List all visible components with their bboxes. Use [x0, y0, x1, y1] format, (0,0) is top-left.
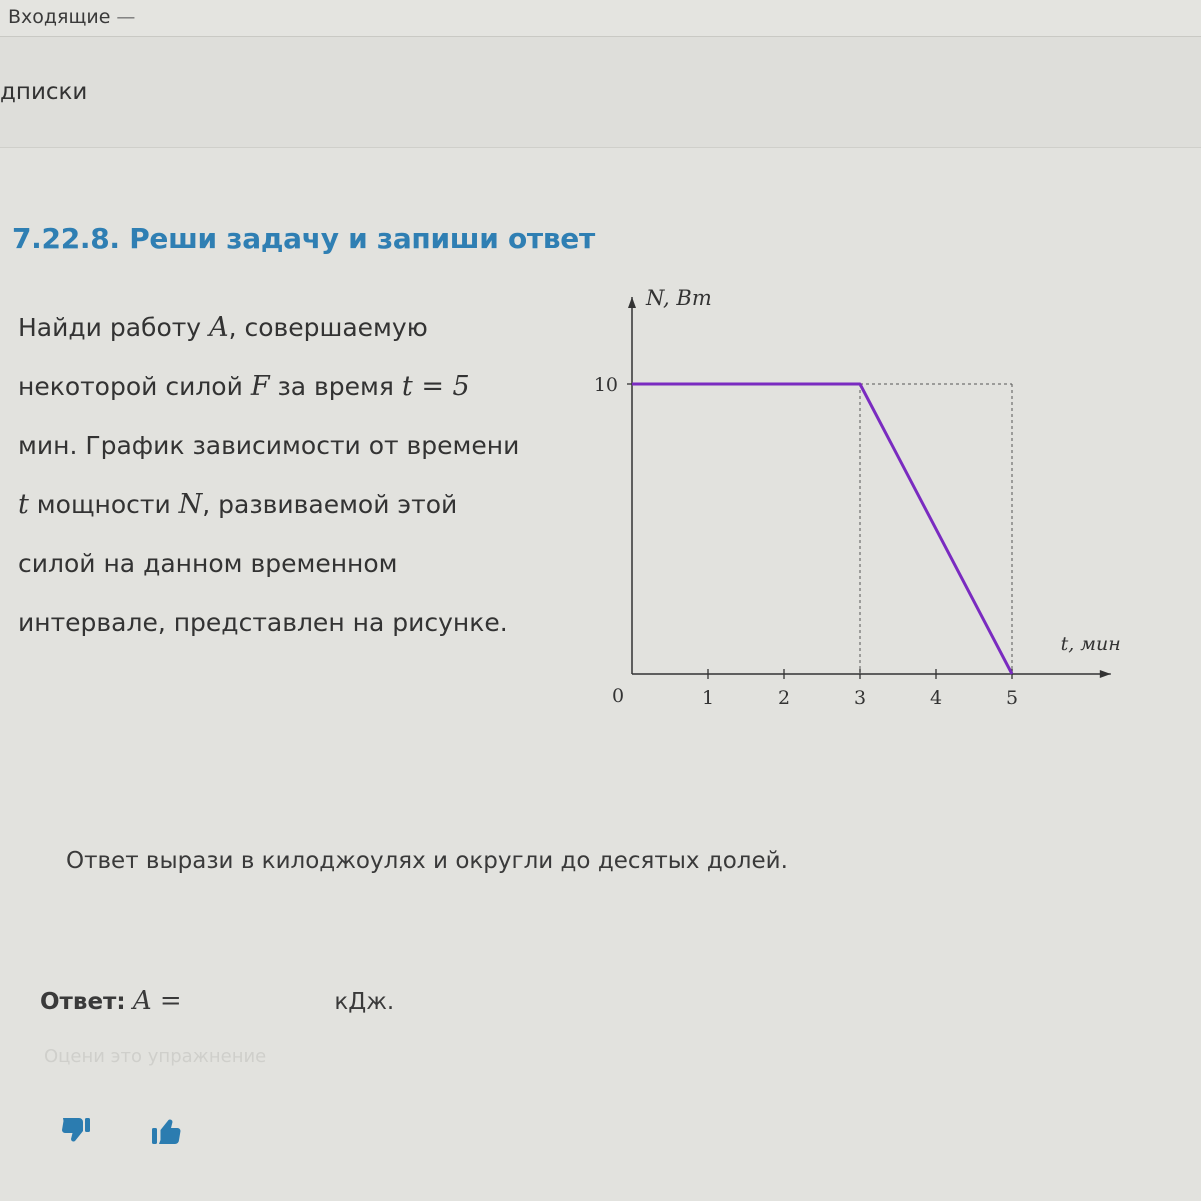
answer-row [40, 986, 394, 1019]
x-axis-arrow [1100, 670, 1111, 678]
problem-statement [18, 298, 578, 652]
thumbs-down-icon[interactable] [58, 1114, 92, 1148]
var-F: F [250, 371, 270, 402]
problem-line-6: интервале, представлен на рисунке. [18, 608, 508, 637]
answer-label: Ответ: [40, 989, 126, 1015]
x-axis-label: t, мин [1060, 633, 1121, 655]
problem-line-1: Найди работу A, совершаемую [18, 312, 428, 343]
answer-variable: A = [132, 986, 182, 1016]
var-t-eq: t = 5 [401, 371, 470, 402]
y-axis-arrow [628, 297, 636, 308]
var-t: t [18, 489, 29, 520]
subnav-link[interactable]: дписки [0, 79, 88, 105]
rating-prompt: Оцени это упражнение [44, 1046, 267, 1067]
x-tick-label: 2 [777, 687, 791, 709]
sub-navigation [0, 37, 1201, 148]
browser-tab-bar [0, 0, 1201, 37]
answer-instruction: Ответ вырази в килоджоулях и округли до десятых долей. [66, 848, 788, 874]
answer-input[interactable] [197, 987, 319, 1019]
exercise-content [0, 148, 1201, 1201]
x-tick-label: 5 [1005, 687, 1019, 709]
problem-line-4: t мощности N, развиваемой этой [18, 489, 458, 520]
problem-line-3: мин. График зависимости от времени [18, 431, 520, 460]
power-series-line [632, 384, 1012, 674]
tab-title: Входящие [8, 6, 111, 28]
problem-line-5: силой на данном временном [18, 549, 398, 578]
tab-separator: — [116, 6, 136, 28]
x-tick-label: 4 [929, 687, 943, 709]
y-tick-label: 10 [593, 374, 618, 396]
origin-label: 0 [611, 685, 625, 707]
x-tick-label: 1 [701, 687, 715, 709]
thumbs-up-icon[interactable] [150, 1114, 184, 1148]
var-N: N [178, 489, 203, 520]
var-A: A [209, 312, 229, 343]
browser-tab[interactable] [8, 6, 135, 28]
power-time-chart [580, 288, 1140, 728]
task-title: 7.22.8. Реши задачу и запиши ответ [12, 222, 595, 255]
answer-unit: кДж. [334, 989, 395, 1015]
x-tick-label: 3 [853, 687, 867, 709]
y-axis-label: N, Вт [646, 288, 712, 310]
problem-line-2: некоторой силой F за время t = 5 [18, 371, 470, 402]
